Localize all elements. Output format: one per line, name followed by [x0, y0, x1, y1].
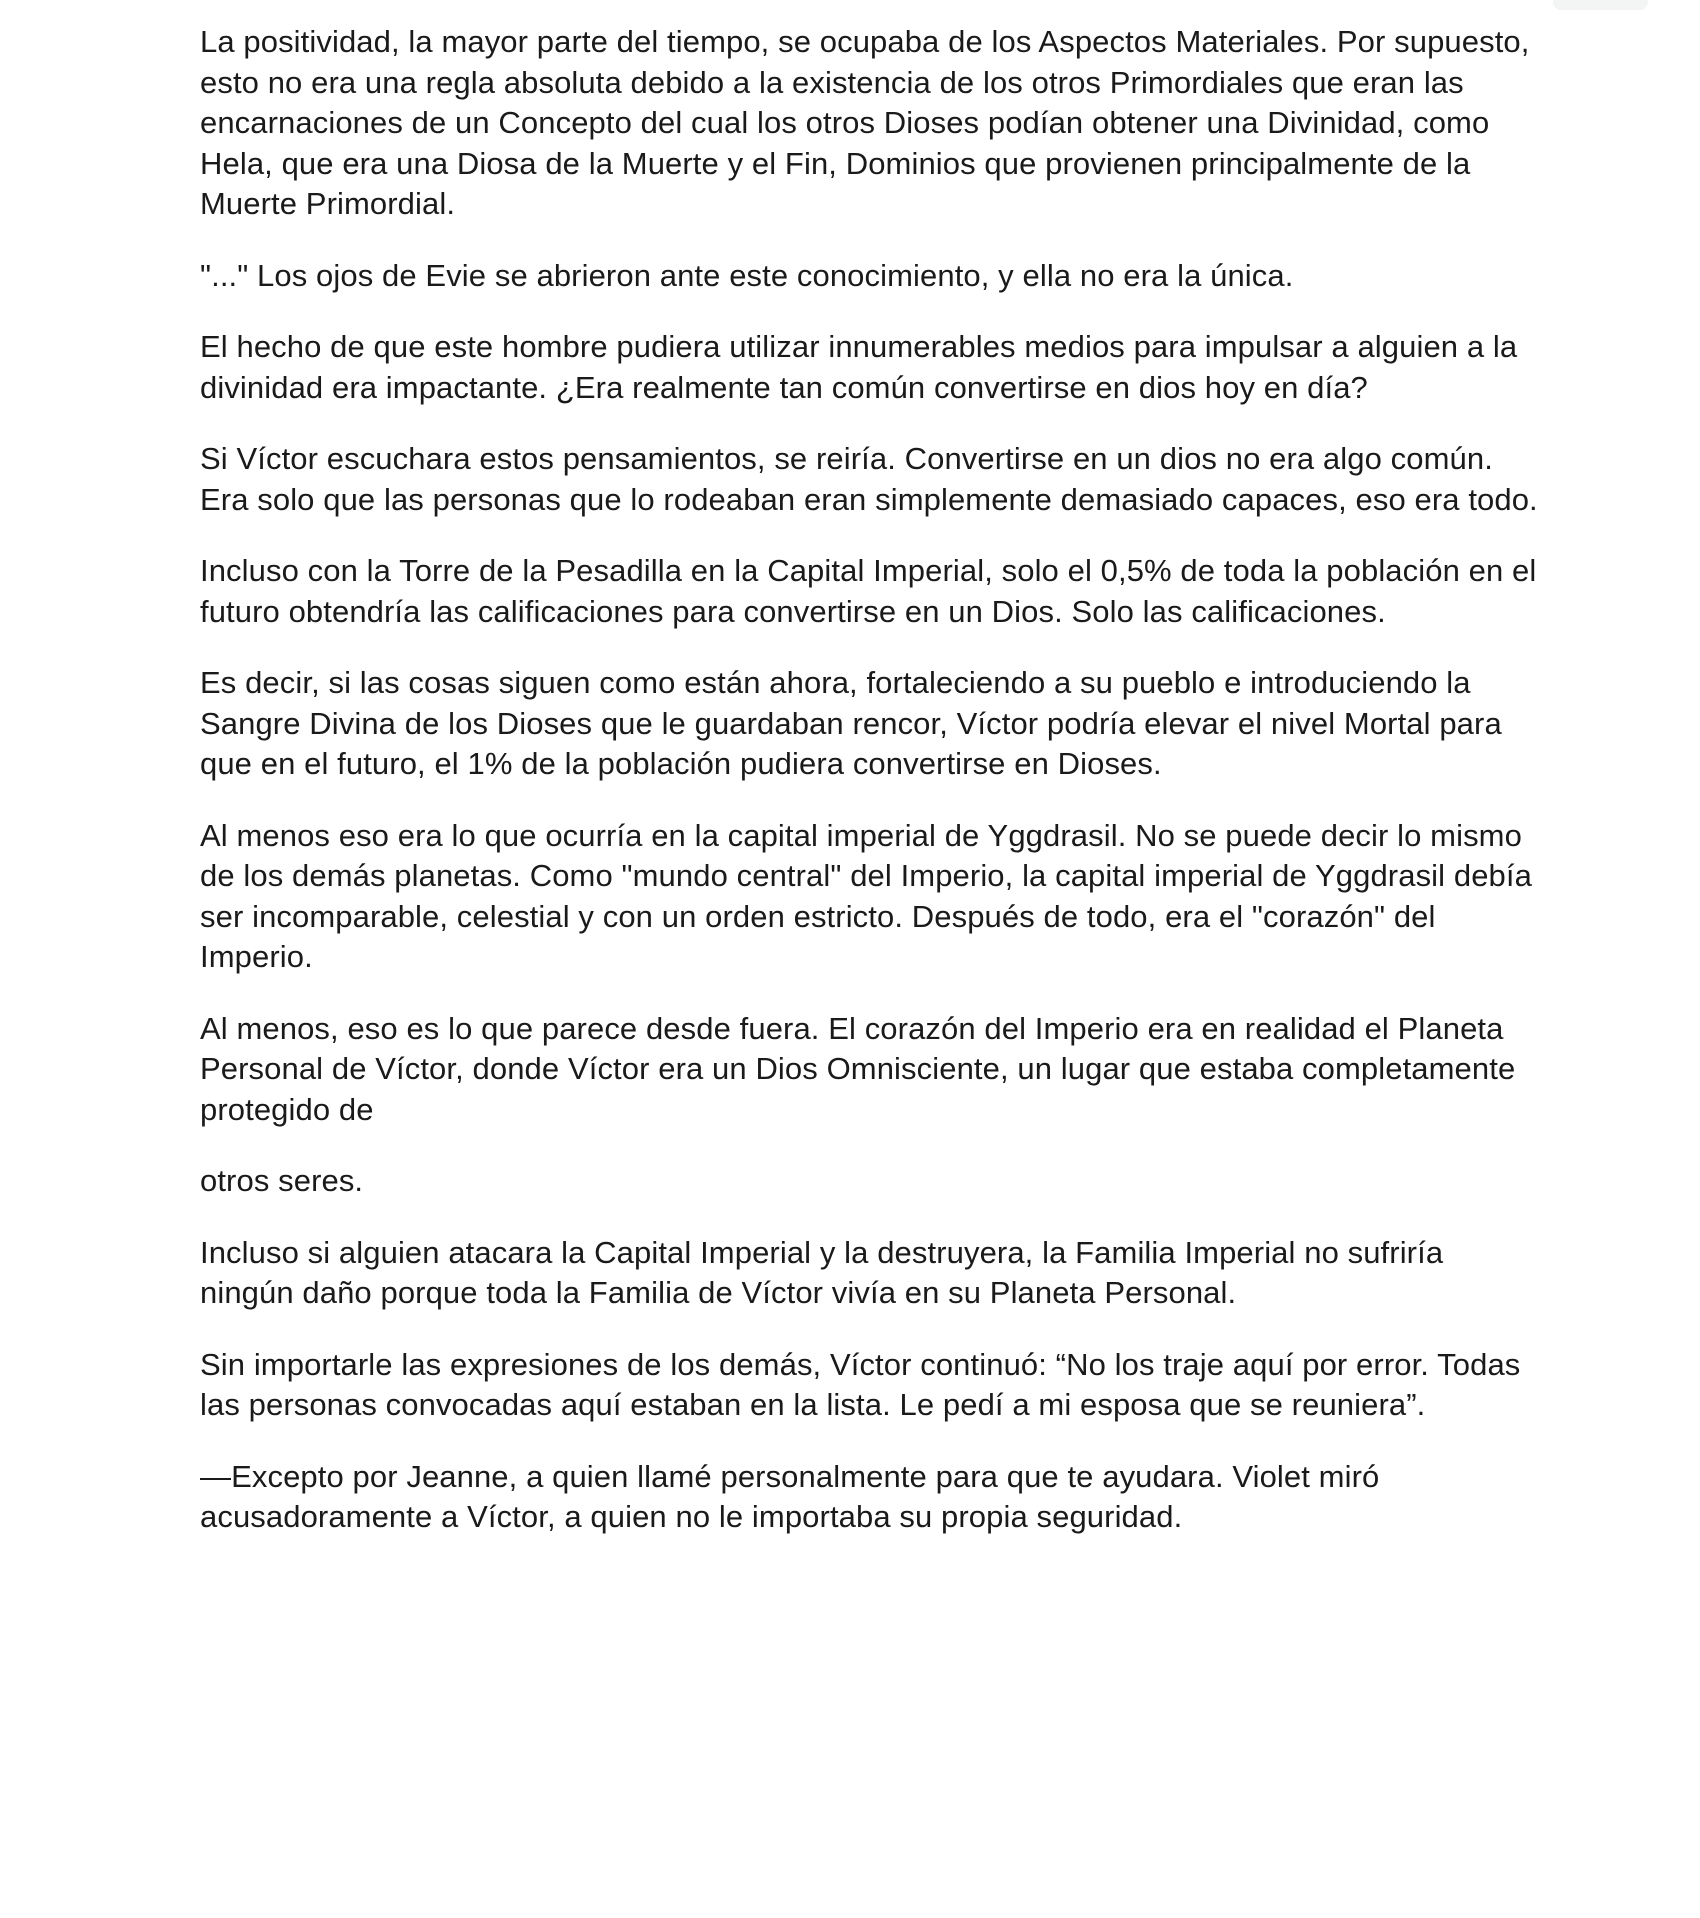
paragraph: Si Víctor escuchara estos pensamientos, se reiría. Convertirse en un dios no era algo común. Era solo que las personas que lo rodeaban eran simplemente demasiado capaces, eso era todo. [200, 441, 1538, 517]
paragraph: Al menos eso era lo que ocurría en la capital imperial de Yggdrasil. No se puede decir lo mismo de los demás planetas. Como "mundo central" del Imperio, la capital imperial de Yggdrasil debía ser incomparable, celestial y con un orden estricto. Después de todo, era el "corazón" del Imperio. [200, 817, 1532, 974]
paragraph: —Excepto por Jeanne, a quien llamé personalmente para que te ayudara. Violet miró acusadoramente a Víctor, a quien no le importaba su propia seguridad. [200, 1458, 1380, 1534]
paragraph: Incluso con la Torre de la Pesadilla en la Capital Imperial, solo el 0,5% de toda la población en el futuro obtendría las calificaciones para convertirse en un Dios. Solo las calificaciones. [200, 553, 1537, 629]
corner-mark [1553, 0, 1648, 10]
paragraph: Al menos, eso es lo que parece desde fuera. El corazón del Imperio era en realidad el Planeta Personal de Víctor, donde Víctor era un Dios Omnisciente, un lugar que estaba completamente protegido de [200, 1010, 1516, 1127]
paragraph: Es decir, si las cosas siguen como están ahora, fortaleciendo a su pueblo e introduciendo la Sangre Divina de los Dioses que le guardaban rencor, Víctor podría elevar el nivel Mortal para que en el futuro, el 1% de la población pudiera convertirse en Dioses. [200, 665, 1502, 781]
paragraph: Incluso si alguien atacara la Capital Imperial y la destruyera, la Familia Imperial no sufriría ningún daño porque toda la Familia de Víctor vivía en su Planeta Personal. [200, 1234, 1444, 1310]
paragraph: Sin importarle las expresiones de los demás, Víctor continuó: “No los traje aquí por error. Todas las personas convocadas aquí estaban en la lista. Le pedí a mi esposa que se reuniera”. [200, 1346, 1521, 1422]
paragraph: El hecho de que este hombre pudiera utilizar innumerables medios para impulsar a alguien a la divinidad era impactante. ¿Era realmente tan común convertirse en dios hoy en día? [200, 329, 1518, 405]
paragraph: otros seres. [200, 1163, 364, 1198]
paragraph: "..." Los ojos de Evie se abrieron ante este conocimiento, y ella no era la única. [200, 257, 1294, 293]
document-page [200, 22, 1540, 1569]
paragraph: La positividad, la mayor parte del tiempo, se ocupaba de los Aspectos Materiales. Por supuesto, esto no era una regla absoluta debido a la existencia de los otros Primordiales que eran las encarnaciones de un Concepto del cual los otros Dioses podían obtener una Divinidad, como Hela, que era una Diosa de la Muerte y el Fin, Dominios que provienen principalmente de la Muerte Primordial. [200, 24, 1530, 221]
